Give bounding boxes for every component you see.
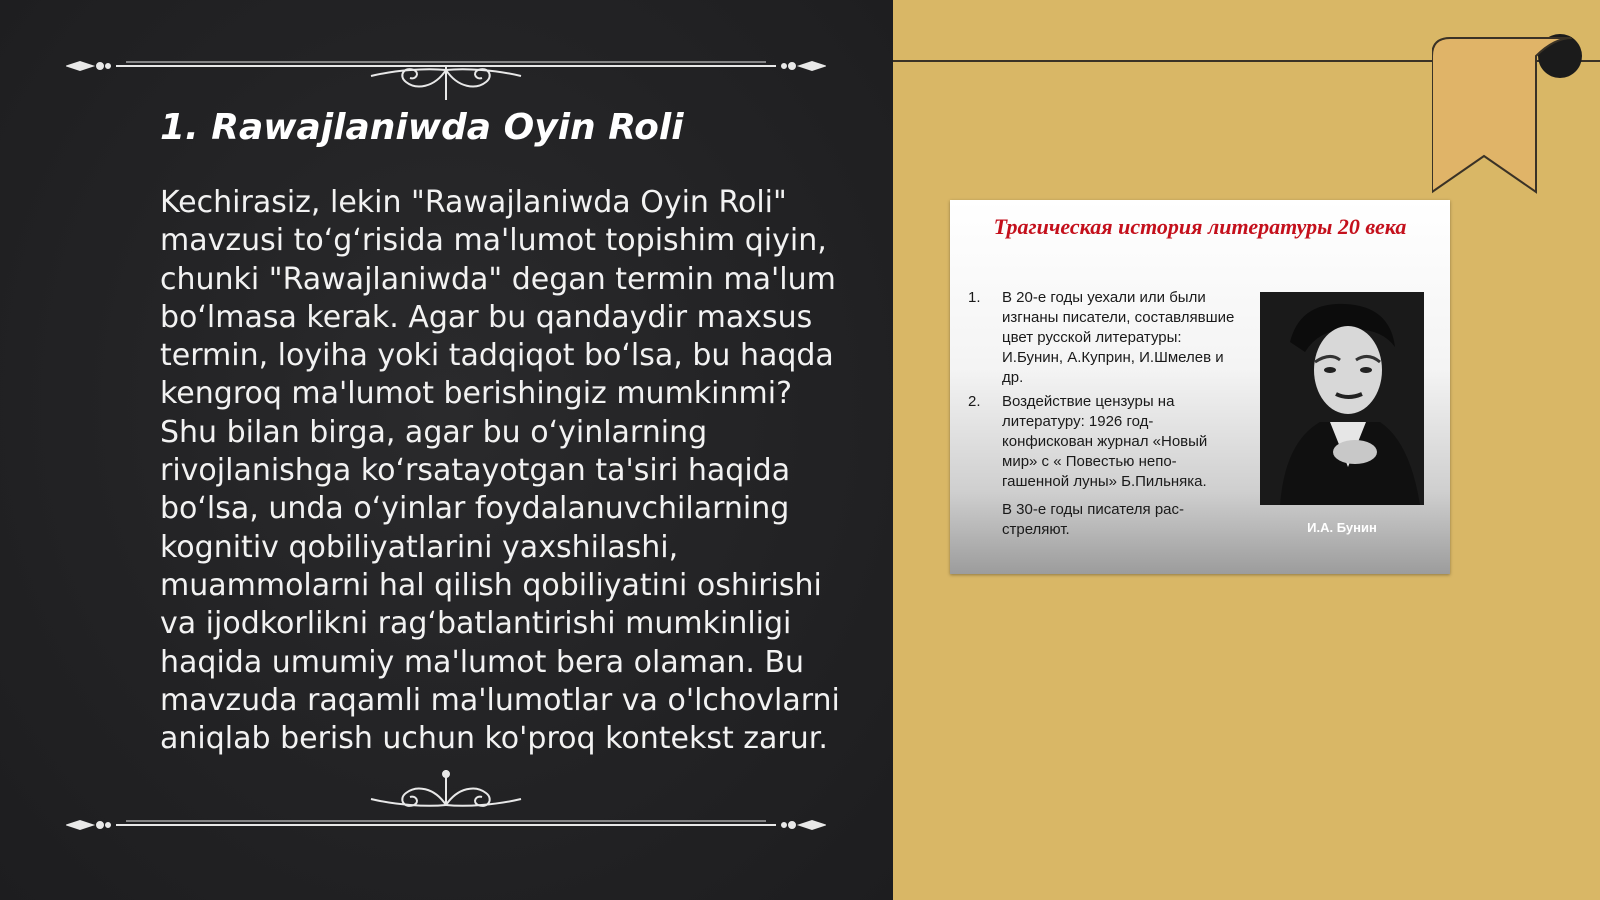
list-item-text: Воздействие цензуры на литературу: 1926 год- конфискован журнал «Новый мир» с « Повестью непо-гашенной луны» Б.Пильняка. bbox=[1002, 393, 1208, 490]
card-note: В 30-е годы писателя рас-стреляют. bbox=[1002, 501, 1184, 538]
card-title: Трагическая история литературы 20 века bbox=[993, 214, 1407, 239]
list-item bbox=[968, 288, 1238, 388]
ornament-divider-bottom-icon bbox=[66, 770, 826, 840]
list-item bbox=[968, 392, 1238, 492]
list-item-number: 2. bbox=[968, 393, 981, 410]
portrait-caption: И.А. Бунин bbox=[1307, 520, 1377, 535]
portrait-photo-icon bbox=[1260, 292, 1424, 505]
page-title: 1. Rawajlaniwda Oyin Roli bbox=[160, 107, 684, 148]
bookmark-ribbon-icon bbox=[1432, 34, 1592, 204]
list-item-number: 1. bbox=[968, 289, 981, 306]
ornament-divider-top-icon bbox=[66, 30, 826, 100]
embedded-slide-image bbox=[950, 200, 1450, 574]
list-item-text: В 20-е годы уехали или были изгнаны писатели, составлявшие цвет русской литературы: И.Бунин, А.Куприн, И.Шмелев и др. bbox=[1002, 289, 1235, 386]
body-paragraph: Kechirasiz, lekin "Rawajlaniwda Oyin Roli" mavzusi to‘g‘risida ma'lumot topishim qiyin, chunki "Rawajlaniwda" degan termin ma'lum bo‘lmasa kerak. Agar bu qandaydir maxsus termin, loyiha yoki tadqiqot bo‘lsa, bu haqda kengroq ma'lumot berishingiz mumkinmi? Shu bilan birga, agar bu o‘yinlarning rivojlanishga ko‘rsatayotgan ta'siri haqida bo‘lsa, unda o‘yinlar foydalanuvchilarning kognitiv qobiliyatlarini yaxshilashi, muammolarni hal qilish qobiliyatini oshirishi va ijodkorlikni rag‘batlantirishi mumkinligi haqida umumiy ma'lumot bera olaman. Bu mavzuda raqamli ma'lumotlar va o'lchovlarni aniqlab berish uchun ko'proq kontekst zarur. bbox=[160, 185, 840, 757]
card-list bbox=[968, 288, 1238, 496]
